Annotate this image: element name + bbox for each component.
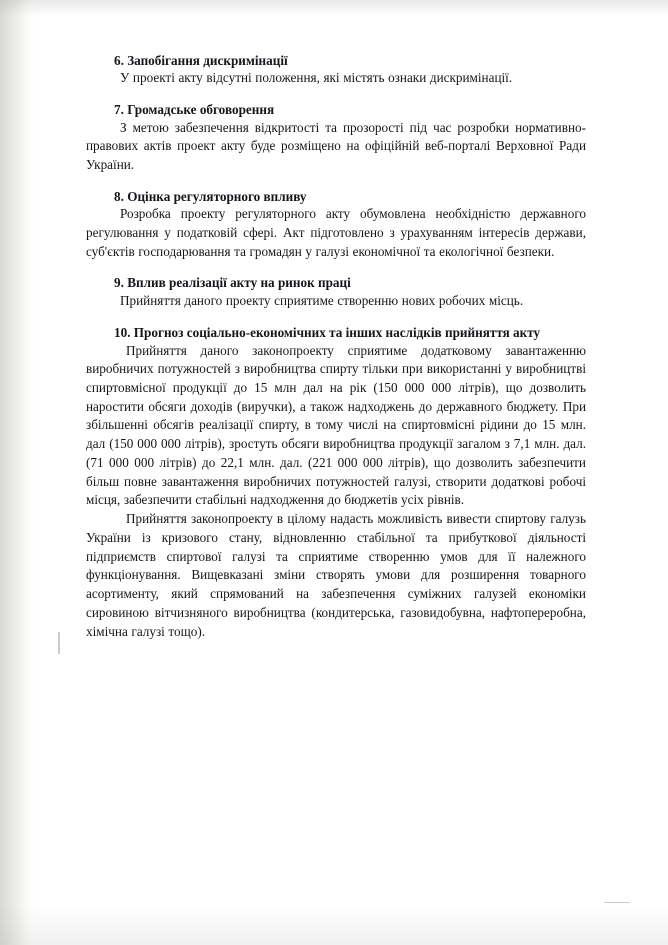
page-top-shadow: [0, 0, 668, 16]
section-8-title: 8. Оцінка регуляторного впливу: [114, 188, 307, 204]
scan-speck-corner: [604, 902, 630, 903]
section-7-title: 7. Громадське обговорення: [114, 102, 275, 118]
section-9-paragraph-1: Прийняття даного проекту сприятиме створенню нових робочих місць.: [120, 292, 524, 308]
section-9-title: 9. Вплив реалізації акту на ринок праці: [114, 275, 351, 291]
page-bottom-shadow: [0, 905, 668, 945]
section-6-paragraph-1: У проекті акту відсутні положення, які містять ознаки дискримінації.: [120, 70, 513, 86]
section-10-paragraph-2: Прийняття законопроекту в цілому надасть можливість вивести спиртову галузь України із кризового стану, відновленню стабільної та прибуткової діяльності підприємств спиртової галузі та сприятиме створенню умов для її належного функціонування. Вищевказані зміни створять умови для розширення товарного асортименту, який спрямований на забезпечення суміжних галузей економіки сировиною вітчизняного виробництва (кондитерська, газовидобувна, нафтопереробна, хімічна галузі тощо).: [86, 511, 586, 639]
section-10: [86, 324, 586, 642]
section-10-paragraph-1: Прийняття даного законопроекту сприятиме додатковому завантаженню виробничих потужностей з виробництва спирту тільки при використанні у виробництві спиртовмісної продукції до 15 млн дал на рік (150 000 000 літрів), що дозволить наростити обсяги доходів (виручки), а також надходжень до державного бюджету. При збільшенні обсягів реалізації спирту, в тому числі на спиртовмісні рідини до 15 млн. дал (150 000 000 літрів), зростуть обсяги виробництва продукції загалом з 7,1 млн. дал. (71 000 000 літрів) до 22,1 млн. дал. (221 000 000 літрів), що дозволить забезпечити більш повне завантаження виробничих потужностей галузі, створити додаткові робочі місця, забезпечити стабільні надходження до бюджетів усіх рівнів.: [86, 342, 586, 508]
document-body: [86, 52, 586, 654]
section-7-paragraph-1: З метою забезпечення відкритості та прозорості під час розробки нормативно-правових актів проект акту буде розміщено на офіційній веб-порталі Верховної Ради України.: [86, 119, 586, 173]
section-6: [86, 52, 586, 88]
section-6-title: 6. Запобігання дискримінації: [114, 53, 288, 68]
section-9: [86, 274, 586, 310]
section-8-paragraph-1: Розробка проекту регуляторного акту обумовлена необхідністю державного регулювання у податковій сфері. Акт підготовлено з урахуванням інтересів держави, суб'єктів господарювання та громадян у галузі економічної та екологічної безпеки.: [86, 206, 586, 259]
page-left-shadow: [0, 0, 30, 945]
section-8: [86, 188, 586, 262]
section-10-title: 10. Прогноз соціально-економічних та інших наслідків прийняття акту: [114, 324, 541, 340]
section-7: [86, 101, 586, 175]
scan-speck-left: [58, 632, 60, 654]
